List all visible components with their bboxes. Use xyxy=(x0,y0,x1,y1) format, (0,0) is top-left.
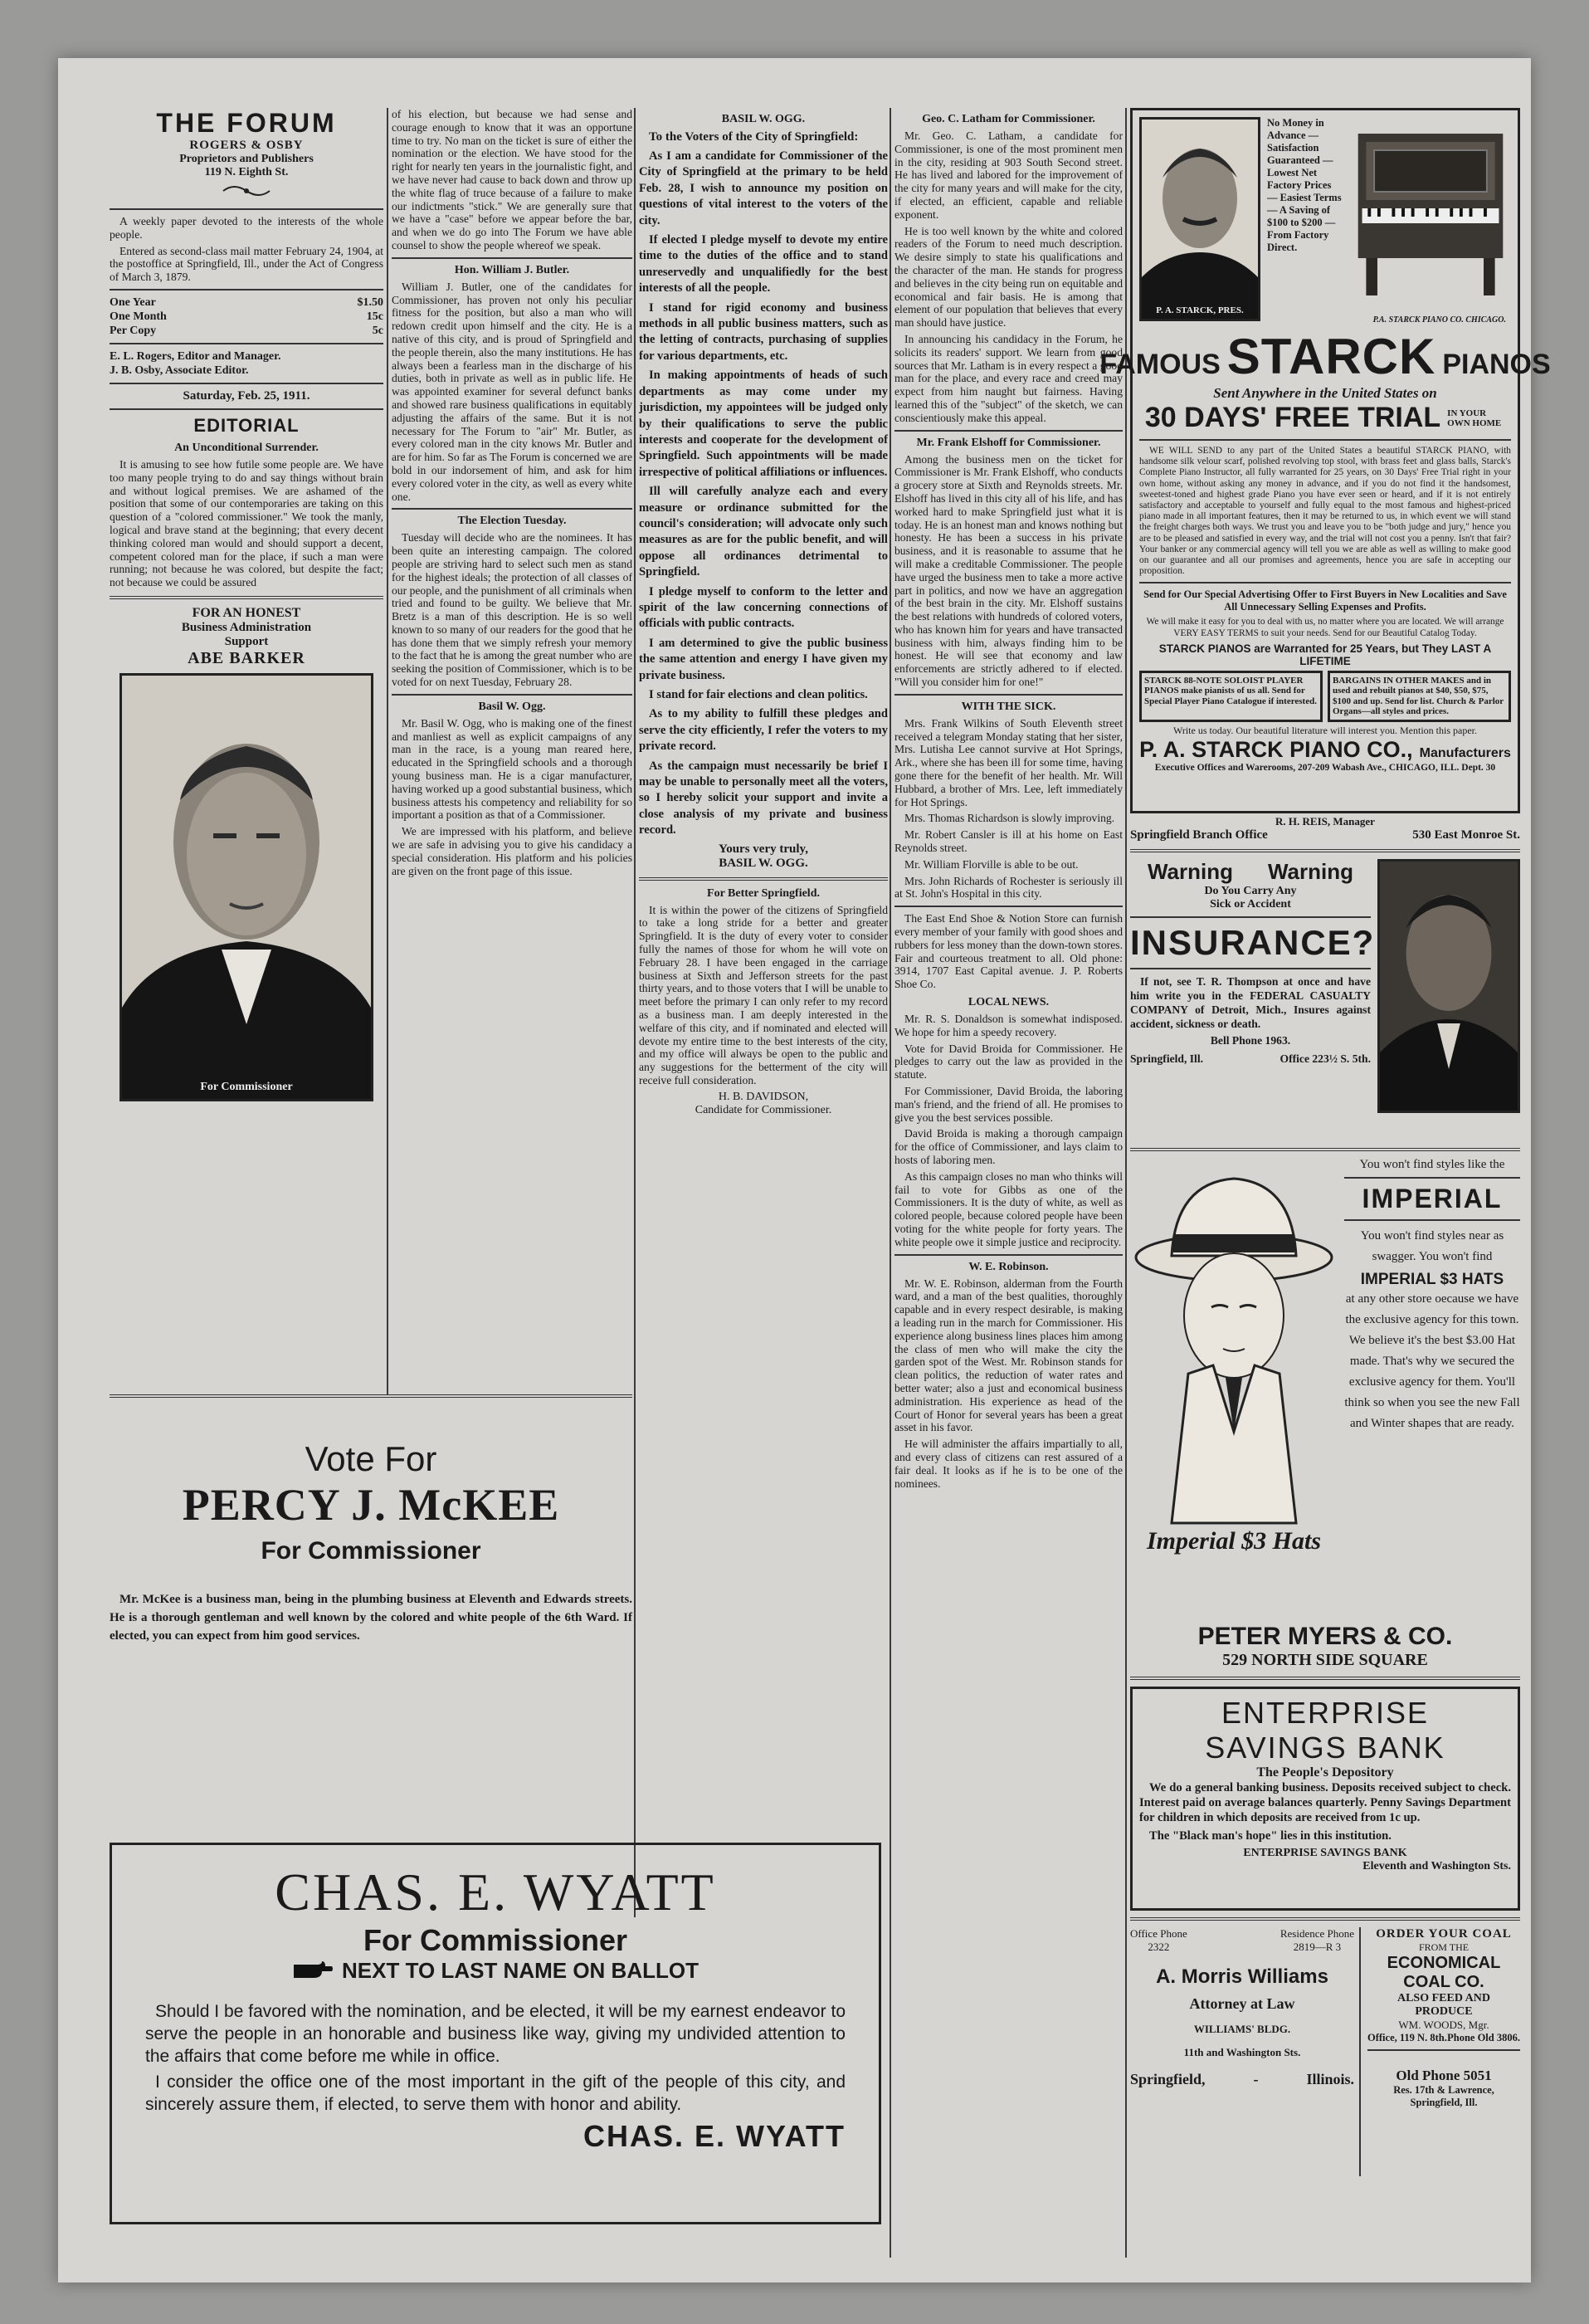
pointing-hand-icon xyxy=(292,1958,334,1984)
elshoff-heading: Mr. Frank Elshoff for Commissioner. xyxy=(916,436,1101,449)
insurance-ad: Warning Warning Do You Carry Any Sick or Accident INSURANCE? If not, see T. R. Thompson at once and have him write you in the FEDERAL CASUALTY COMPANY of Detroit, Mich., Insures against accident, sickness or death. Bell Phone 1963. Springfield, Ill. Office 223½ S. 5th. xyxy=(1130,859,1520,1141)
election-body: Tuesday will decide who are the nominees. It has been quite an interesting campaign. The colored people are striving hard to select such men as stand for the highest ideals; the protection of all classes of our people, and the punishment of all criminals when tried and found to be guilty. We believe that Mr. Bretz is a man of this description. He is so well known to so many of our readers for the good that he has done them that we simply refresh your memory to the fact that he is among the great number who are seeking the position of Commissioner, which is to be voted for on next Tuesday, February 28. xyxy=(392,531,632,689)
warning-row: Warning Warning xyxy=(1147,859,1354,884)
masthead-publishers: ROGERS & OSBY xyxy=(189,139,304,152)
imperial-store: PETER MYERS & CO. xyxy=(1197,1623,1453,1650)
mckee-vote: Vote For xyxy=(305,1439,437,1478)
wyatt-signature: CHAS. E. WYATT xyxy=(582,2119,846,2153)
starck-player-box: STARCK 88-NOTE SOLOIST PLAYER PIANOS make pianists of us all. Send for Special Player Piano Catalogue if interested. xyxy=(1139,671,1323,722)
better-sig: H. B. DAVIDSON, xyxy=(718,1090,809,1103)
sick-item: Mr. Robert Cansler is ill at his home on East Reynolds street. xyxy=(894,828,1123,855)
starck-manager: R. H. REIS, Manager xyxy=(1275,815,1375,828)
wyatt-p1: Should I be favored with the nomination, and be elected, it will be my earnest endeavor to serve the people in an honorable and business like way, giving my undivided attention to the affairs that come before me while in office. xyxy=(145,2002,846,2066)
insurance-headline: INSURANCE? xyxy=(1130,923,1376,962)
sick-body: Mrs. Frank Wilkins of South Eleventh street received a telegram Monday stating that her sister, Mrs. Lutisha Lee cannot survive at Hot Springs, Ark., where she has been ill for some time, having gone there for the benefit of her health. Mr. Will Hubbard, a brother of Mrs. Lee, left immediately for Hot Springs. xyxy=(894,716,1123,808)
piano-illustration: P.A. STARCK PIANO CO. CHICAGO. xyxy=(1350,117,1511,325)
thompson-portrait xyxy=(1377,859,1520,1113)
williams-title: Attorney at Law xyxy=(1189,1995,1295,2012)
column-1 xyxy=(110,108,383,1394)
local-item: For Commissioner, David Broida, the laboring man's friend, and the friend of all. He promises to give you the best services possible. xyxy=(894,1085,1123,1124)
elshoff-body: Among the business men on the ticket for Commissioner is Mr. Frank Elshoff, who conducts a grocery store at Sixth and Reynolds streets. Mr. Elshoff has lived in this city all of his life, and has worked hard to make Springfield just what it is today. He is an honest man and knows nothing but honesty. He has been a success in his private business, and it is reasonable to assume that he will make a creditable Commissioner. The people have urged the business men to take a more active part in politics, and now we have an aggregation of the best brain in the city. Mr. Elshoff sustains the best relations with hundreds of colored voters, who has known him for years and have transacted business with him, always finding him to be honest. He will see that economy and law enforcements are strictly adhered to if elected. "Will you consider him for one!" xyxy=(894,452,1123,689)
butler-heading: Hon. William J. Butler. xyxy=(454,263,570,276)
williams-ad: Office Phone 2322 Residence Phone 2819—R 3 A. Morris Williams Attorney at Law WILLIAMS' BLDG. 11th and Washington Sts. Springfield, - Illinois. xyxy=(1130,1927,1361,2176)
mckee-name: PERCY J. McKEE xyxy=(182,1480,560,1530)
starck-piano-ad xyxy=(1099,108,1551,813)
starck-headline: FAMOUS STARCK PIANOS xyxy=(1099,329,1551,384)
wyatt-p2: I consider the office one of the most important in the gift of the people of this city, and sincerely assure them, if elected, to serve them with honor and ability. xyxy=(145,2073,846,2114)
bank-name: ENTERPRISE SAVINGS BANK xyxy=(1243,1847,1407,1859)
rate-row: One Month 15c xyxy=(110,310,383,323)
butler-body: William J. Butler, one of the candidates for Commissioner, has proven not only his peculiar fitness for the position, but also a man who will redown credit upon himself and the city. He is a native of this city, and is proud of Springfield and the people therein, also the many institutions. He has always been a fearless man in the discharge of his duties, both in private as well as in public life. He was appointed examiner for several defunct banks and showed rare business qualifications in equitably adjusting the affairs of the same. But it is not necessary for The Forum to "air" Mr. Butler, as every colored man in the city knows Mr. Butler and are for him. So far as The Forum is concerned we are bold in our indorsement of him, and ask for him every colored voter in the city, as well as every white one. xyxy=(392,280,632,503)
starck-warranted: STARCK PIANOS are Warranted for 25 Years, but They LAST A LIFETIME xyxy=(1158,642,1492,667)
bank-hope: The "Black man's hope" lies in this institution. xyxy=(1149,1829,1392,1843)
bank-body: We do a general banking business. Deposits received subject to check. Interest paid on average balances quarterly. Penny Savings Department for children in which deposits are received from 1c up. xyxy=(1139,1781,1511,1824)
column-rule xyxy=(890,108,891,2258)
starck-company: P. A. STARCK PIANO CO., Manufacturers xyxy=(1139,736,1511,762)
coal-ad: ORDER YOUR COAL FROM THE ECONOMICAL COAL CO. ALSO FEED AND PRODUCE WM. WOODS, Mgr. Office, 119 N. 8th. Phone Old 3806. Old Phone 5051 Res. 17th & Lawrence, Springfield, Ill. xyxy=(1367,1927,1520,2108)
imperial-hats-ad xyxy=(1130,1158,1520,1623)
starck-branch: Springfield Branch Office 530 East Monroe St. xyxy=(1130,828,1520,842)
rate-row: One Year $1.50 xyxy=(110,295,383,309)
starck-sent: Sent Anywhere in the United States on xyxy=(1213,385,1437,401)
williams-city: Springfield, - Illinois. xyxy=(1130,2071,1354,2087)
article-heading: An Unconditional Surrender. xyxy=(174,441,319,454)
imperial-headline: IMPERIAL xyxy=(1362,1184,1503,1213)
ogg-letter-heading: BASIL W. OGG. xyxy=(721,113,806,125)
starck-bargain-box: BARGAINS IN OTHER MAKES and in used and rebuilt pianos at $40, $50, $75, $100 and up. Send for list. Church & Parlor Organs—all styles and prices. xyxy=(1328,671,1511,722)
bank-title: ENTERPRISE xyxy=(1221,1696,1430,1730)
ogg-signature: BASIL W. OGG. xyxy=(719,856,808,870)
wyatt-ad xyxy=(110,1843,881,2224)
column-rule xyxy=(1125,108,1127,2258)
bank-title-2: SAVINGS BANK xyxy=(1205,1731,1445,1765)
ogg-heading: Basil W. Ogg. xyxy=(478,700,546,713)
barker-caption: For Commissioner xyxy=(200,1080,293,1093)
starck-portrait: P. A. STARCK, PRES. xyxy=(1139,117,1260,321)
ogg-body: Mr. Basil W. Ogg, who is making one of the finest and manliest as well as explicit campaigns of any man in the race, is a young man reared here, educated in the Springfield schools and a thorough young business man. He is a cigar manufacturer, having worked up a good substantial business, which business attests his competency and reliability for so important a position as that of a Commissioner. xyxy=(392,716,632,822)
starck-side-text: No Money in Advance — Satisfaction Guaranteed — Lowest Net Factory Prices — Easiest Terms — A Saving of $100 to $200 — From Factory Direct. xyxy=(1267,117,1342,253)
sick-item: Mrs. Thomas Richardson is slowly improving. xyxy=(904,812,1115,825)
better-heading: For Better Springfield. xyxy=(707,886,820,900)
coal-name: ECONOMICAL COAL CO. xyxy=(1387,1954,1501,1991)
rate-row: Per Copy 5c xyxy=(110,324,383,337)
column-rule xyxy=(634,108,636,1917)
local-item: David Broida is making a thorough campaign for the office of Commissioner, and lays claim to hosts of laboring men. xyxy=(894,1127,1123,1166)
sick-item: Mrs. John Richards of Rochester is seriously ill at St. John's Hospital in this city. xyxy=(894,874,1123,901)
imperial-p2: IMPERIAL $3 HATS xyxy=(1360,1271,1504,1288)
starck-write: Write us today. Our beautiful literature will interest you. Mention this paper. xyxy=(1173,724,1477,736)
imperial-line1: You won't find styles like the xyxy=(1359,1158,1505,1171)
issue-date: Saturday, Feb. 25, 1911. xyxy=(183,388,310,403)
wyatt-for: For Commissioner xyxy=(363,1923,628,1957)
ogg-letter-salutation: To the Voters of the City of Springfield: xyxy=(649,130,859,144)
hat-illustration xyxy=(1130,1158,1338,1623)
barker-portrait xyxy=(119,673,373,1101)
wyatt-ballot: NEXT TO LAST NAME ON BALLOT xyxy=(342,1958,699,1983)
barker-ad: FOR AN HONEST Business Administration Support ABE BARKER xyxy=(181,605,312,667)
sick-item: Mr. William Florville is able to be out. xyxy=(904,857,1079,871)
editorial-heading: EDITORIAL xyxy=(193,414,300,436)
insurance-body: If not, see T. R. Thompson at once and have him write you in the FEDERAL CASUALTY COMPANY of Detroit, Mich., Insures against accident, sickness or death. xyxy=(1130,975,1371,1030)
robinson-body-2: He will administer the affairs impartially to all, and every class of citizens can rest assured of a fair deal. It looks as if he is to be one of the nominees. xyxy=(894,1438,1123,1490)
article-body: It is amusing to see how futile some people are. We have too many people trying to do and say things without brain and without logical premises. We are ashamed of the position that some of our contemporaries are taking on this question of a "colored commissioner." We took the manly, logical and brave stand at the beginning; that every decent thinking colored man would and should support a decent, competent colored man for the place, if such a man were running; not because he was colored, but despite the fact; not because we could be assured xyxy=(110,457,383,589)
better-sig-2: Candidate for Commissioner. xyxy=(695,1103,832,1116)
ogg-body-2: We are impressed with his platform, and believe we are safe in advising you to give his candidacy a special consideration. His platform and his policies are given on the front page of this issue. xyxy=(392,825,632,877)
column-3 xyxy=(639,108,888,1394)
imperial-p3: at any other store oecause we have the exclusive agency for this town. We believe it's the best $3.00 Hat made. That's why we secured the exclusive agency for them. You'll think so when you see the new Fall and Winter shapes that are ready. xyxy=(1344,1292,1520,1430)
sick-heading: WITH THE SICK. xyxy=(961,700,1056,713)
local-item: Vote for David Broida for Commissioner. He pledges to carry out the law as provided in the statute. xyxy=(894,1042,1123,1081)
imperial-script: Imperial $3 Hats xyxy=(1146,1527,1321,1555)
ogg-letter-paras: As I am a candidate for Commissioner of the City of Springfield at the primary to be held Feb. 28, I wish to announce my position on questions of vital interest to the voters of the city. If elected I pledge myself to devote my entire time to the duties of the office and to stand unreservedly and unqualifiedly for the best interests of all the people. I stand for rigid economy and business methods in all public business matters, such as the letting of contracts, purchasing of supplies for various departments, etc. In making appointments of heads of such departments as may come under my jurisdiction, my appointees will be judged only by their qualifications to serve the public interests and cooperate for the development of Springfield. Such appointments will be made irrespective of political affiliations or influences. Ill will carefully analyze each and every measure or ordinance submitted for the council's consideration; will advocate only such measures as are for the public benefit, and will oppose all ordinances detrimental to Springfield. I pledge myself to conform to the letter and spirit of the law concerning connections of officials with public contracts. I am determined to give the public business the same attention and energy I have given my private business. I stand for fair elections and clean politics. As to my ability to fulfill these pledges and serve the city efficiently, I refer the voters to my private record. As the campaign must necessarily be brief I may be unable to personally meet all the voters, so I hereby solicit your support and invite a close analysis of my private and business record. xyxy=(639,149,888,837)
editorial-continued: of his election, but because we had sense and courage enough to know that it was an opportune time to try. No man on the ticket is sure of either the nomination or the election. We have stood for the right for nearly ten years in the journalistic fight, and we have never had cause to back down and throw up the white flag of truce because of a failure to make our indictments "stick." We are generally sure that we have a "case" before we appear before the bar, and when we do go into The Forum we have able counsel to show the people whereof we speak. xyxy=(392,108,632,251)
latham-heading: Geo. C. Latham for Commissioner. xyxy=(922,113,1095,125)
bank-ad xyxy=(1130,1687,1520,1911)
masthead-title: THE FORUM xyxy=(156,108,337,138)
imperial-address: 529 NORTH SIDE SQUARE xyxy=(1222,1651,1428,1669)
newspaper-page xyxy=(58,58,1551,2282)
wyatt-name: CHAS. E. WYATT xyxy=(275,1863,716,1921)
insurance-address: Springfield, Ill. Office 223½ S. 5th. xyxy=(1130,1052,1371,1065)
starck-easy: We will make it easy for you to deal with us, no matter where you are located. We will arrange VERY EASY TERMS to suit your needs. Send for our Beautiful Catalog Today. xyxy=(1146,617,1504,638)
better-body: It is within the power of the citizens of Springfield to take a long stride for a better and greater Springfield. It is the duty of every voter to consider fully the names of those for whom he will vote on February 28. I have been engaged in the carriage business at Sixth and Jefferson streets for the past thirty years, and to those voters that I will be unable to meet before the primary I can only refer to my record as a business man. I am deeply interested in the welfare of this city, and if nominated and elected will devote my entire time to the best interests of the city, and my office will always be open to the public and any suggestions for the betterment of the city will receive full consideration. xyxy=(639,903,888,1087)
masthead-entered: Entered as second-class mail matter February 24, 1904, at the postoffice at Springfield, Ill., under the Act of Congress of March 3, 1879. xyxy=(110,244,383,284)
local-heading: LOCAL NEWS. xyxy=(968,996,1050,1009)
wyatt-ballot-row xyxy=(145,1958,846,1984)
local-item: Mr. R. S. Donaldson is somewhat indisposed. We hope for him a speedy recovery. xyxy=(894,1013,1123,1038)
column-5-ads xyxy=(1099,108,1551,2258)
ogg-closing: Yours very truly, xyxy=(719,842,808,856)
election-heading: The Election Tuesday. xyxy=(457,515,567,528)
latham-body-3: In announcing his candidacy in the Forum, he solicits its readers' support. We learn from good sources that Mr. Latham is in every respect a good man for the place, and every race and creed may expect from him naught but fairness. Having learned this of the "subject" of the sketch, we can conscientiously make this appeal. xyxy=(894,332,1123,424)
column-rule xyxy=(387,108,388,1394)
masthead-role: Proprietors and Publishers xyxy=(179,153,314,165)
column-2 xyxy=(392,108,632,1394)
mckee-for: For Commissioner xyxy=(261,1537,481,1565)
column-4 xyxy=(894,108,1123,2258)
bank-address: Eleventh and Washington Sts. xyxy=(1362,1860,1511,1872)
editors: E. L. Rogers, Editor and Manager. J. B. Osby, Associate Editor. xyxy=(110,349,281,377)
robinson-heading: W. E. Robinson. xyxy=(968,1260,1049,1273)
starck-body: WE WILL SEND to any part of the United States a beautiful STARCK PIANO, with handsome silk velour scarf, polished revolving top stool, with brass feet and glass balls, Starck's Complete Piano Instructor, all fully warranted for 25 years, on 30 Days' Free Trial right in your own home, without asking any money in advance, and if you do not find it the handsomest, sweetest-toned and highest grade Piano you have ever seen or heard, and if it is not entirely satisfactory and acceptable to yourself and fully equal to the most famous and highest-priced piano made in all important features, then it may be returned to us, in which event we will stand the freight charges both ways. We trust you and leave you to be "both judge and jury," hence you are to be pleased and satisfied in every way, and the trial will not cost you a penny. Isn't that fair? Your banker or any commercial agency will tell you we are able as well as willing to make good on our guarantee and all our promises and agreements, hence you are safe in accepting our proposition. xyxy=(1139,446,1511,577)
insurance-phone: Bell Phone 1963. xyxy=(1210,1034,1291,1047)
mckee-body: Mr. McKee is a business man, being in the plumbing business at Eleventh and Edwards streets. He is a thorough gentleman and well known by the colored and white people of the 6th Ward. If elected, you can expect from him good services. xyxy=(110,1593,632,1643)
bottom-ads xyxy=(1130,1927,1520,2176)
starck-trial: 30 DAYS' FREE TRIAL IN YOUR OWN HOME xyxy=(1144,402,1502,433)
starck-offices: Executive Offices and Warerooms, 207-209 Wabash Ave., CHICAGO, ILL. Dept. 30 xyxy=(1154,762,1496,773)
robinson-body: Mr. W. E. Robinson, alderman from the Fourth ward, and a man of the best qualities, thoroughly capable and in every respect desirable, is making a leading run in the march for Commissioner. His experience along business lines places him among the class of men who will make the city the garden spot of the West. Mr. Robinson stands for clean politics, the reduction of water rates and better water; also a just and economical business administration. His experience as head of the Court of Honor for several years has been a great asset in his favor. xyxy=(894,1277,1123,1434)
mckee-ad xyxy=(110,1394,632,1826)
masthead-intro: A weekly paper devoted to the interests of the whole people. xyxy=(110,215,383,241)
local-item: As this campaign closes no man who thinks will fail to vote for Gibbs as one of the Commissioners. It is the duty of white, as well as colored people, because colored people have been voting for the white people for forty years. The white people owe it simple justice and reciprocity. xyxy=(894,1169,1123,1248)
latham-body: Mr. Geo. C. Latham, a candidate for Commissioner, is one of the most prominent men in the city, residing at 903 South Second street. He has lived and labored for the improvement of the city for many years and will make for the city, if elected, an efficient, capable and reliable exponent. xyxy=(894,129,1123,221)
bank-sub: The People's Depository xyxy=(1256,1765,1394,1780)
ornament-icon xyxy=(110,183,383,203)
imperial-p1: You won't find styles near as swagger. You won't find xyxy=(1360,1229,1504,1263)
masthead-address: 119 N. Eighth St. xyxy=(204,166,289,178)
shoe-notice: The East End Shoe & Notion Store can furnish every member of your family with good shoes and rubbers for less money than the down-town stores. Fair and courteous treatment to all. Old phone: 3914, 1707 East Capital avenue. J. P. Roberts Shoe Co. xyxy=(894,912,1123,991)
latham-body-2: He is too well known by the white and colored readers of the Forum to need much description. We desire simply to state his qualifications and the character of the man. He stands for progress and believes in the city being run on equitable and economical and fair basis. He is among that element of our population that believes that every man should have justice. xyxy=(894,224,1123,330)
starck-special: Send for Our Special Advertising Offer to First Buyers in New Localities and Save All Unnecessary Selling Expenses and Profits. xyxy=(1143,588,1507,613)
williams-name: A. Morris Williams xyxy=(1156,1965,1328,1988)
